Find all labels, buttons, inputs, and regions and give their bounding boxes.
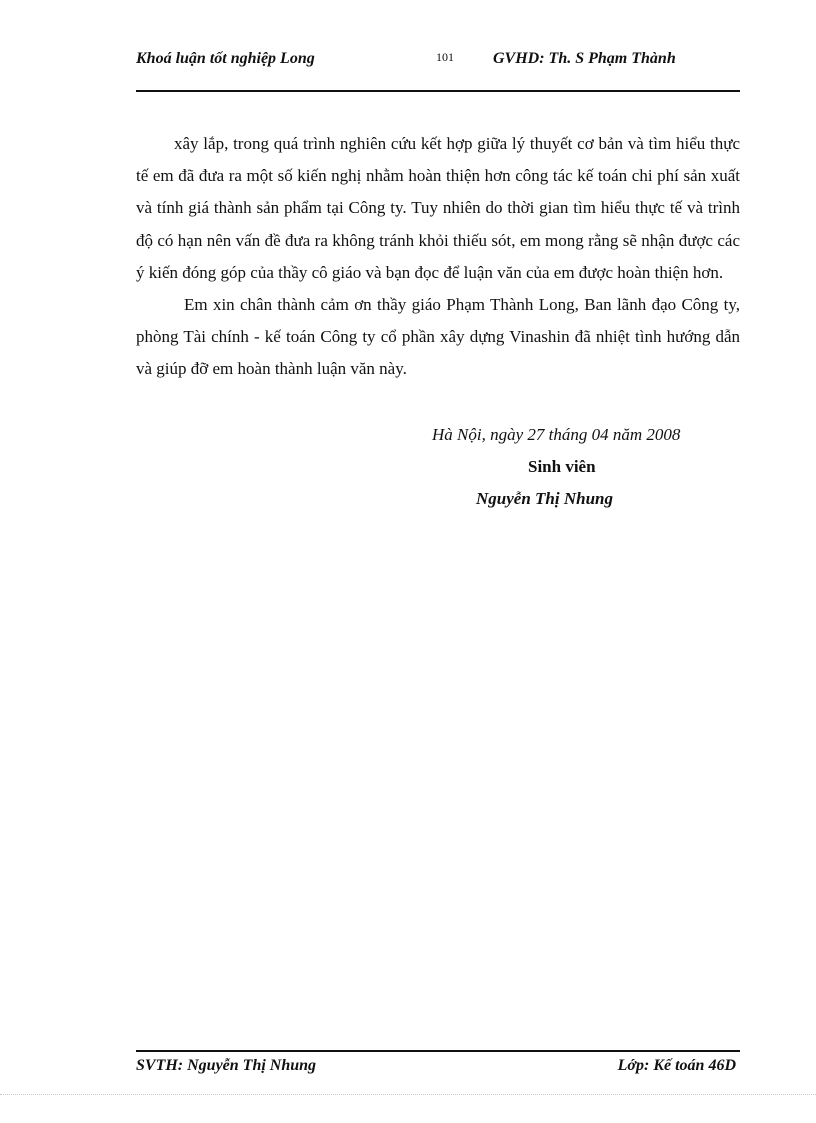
- footer-class: Lớp: Kế toán 46D: [617, 1057, 736, 1074]
- page-number: 101: [436, 50, 454, 64]
- header-thesis-title: Khoá luận tốt nghiệp Long: [136, 50, 315, 67]
- page-bottom-divider: [0, 1094, 816, 1095]
- paragraph-conclusion: xây lắp, trong quá trình nghiên cứu kết hợp giữa lý thuyết cơ bản và tìm hiểu thực tế em đã đưa ra một số kiến nghị nhằm hoàn thiện hơn công tác kế toán chi phí sản xuất và tính giá thành sản phẩm tại Công ty. Tuy nhiên do thời gian tìm hiểu thực tế và trình độ có hạn nên vấn đề đưa ra không tránh khỏi thiếu sót, em mong rằng sẽ nhận được các ý kiến đóng góp của thầy cô giáo và bạn đọc để luận văn của em được hoàn thiện hơn.: [136, 134, 740, 282]
- header-divider: [136, 90, 740, 92]
- header-supervisor: GVHD: Th. S Phạm Thành: [493, 50, 676, 67]
- signature-name: Nguyễn Thị Nhung: [476, 489, 613, 508]
- document-body: [136, 128, 740, 386]
- footer-divider: [136, 1050, 740, 1052]
- signature-title: Sinh viên: [528, 457, 596, 476]
- paragraph-acknowledgement: Em xin chân thành cảm ơn thầy giáo Phạm Thành Long, Ban lãnh đạo Công ty, phòng Tài chính - kế toán Công ty cổ phần xây dựng Vinashin đã nhiệt tình hướng dẫn và giúp đỡ em hoàn thành luận văn này.: [136, 295, 740, 379]
- signature-date: Hà Nội, ngày 27 tháng 04 năm 2008: [432, 425, 681, 444]
- footer-student: SVTH: Nguyễn Thị Nhung: [136, 1057, 317, 1074]
